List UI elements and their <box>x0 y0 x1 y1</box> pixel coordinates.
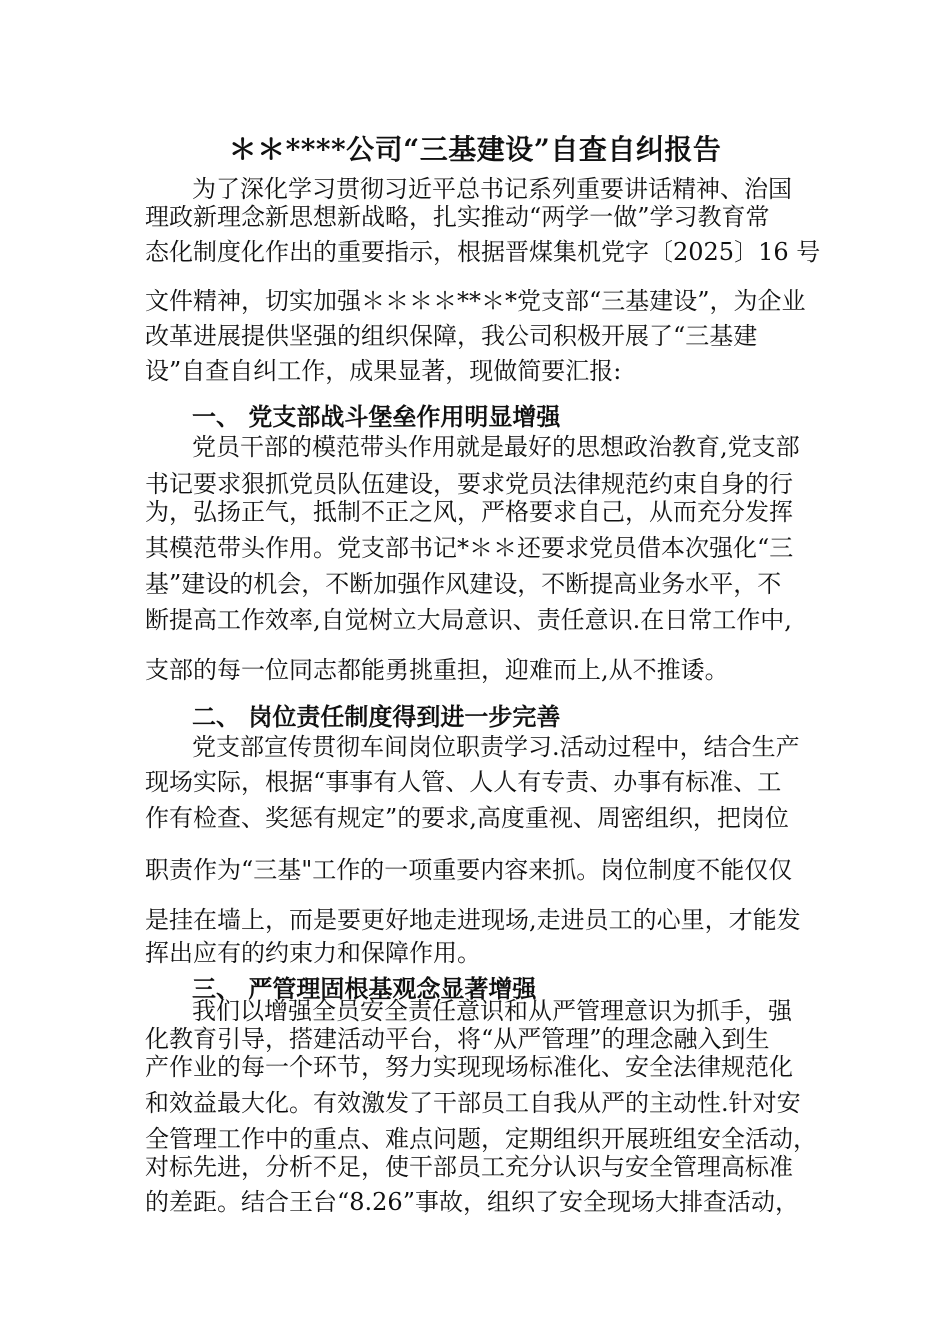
paragraph-line: 和效益最大化。有效激发了干部员工自我从严的主动性.针对安 <box>145 1089 801 1117</box>
paragraph-line: 现场实际，根据“事事有人管、人人有专责、办事有标准、工 <box>145 768 782 796</box>
paragraph-line: 基”建设的机会，不断加强作风建设，不断提高业务水平，不 <box>145 570 782 598</box>
paragraph-line: 改革进展提供坚强的组织保障，我公司积极开展了“三基建 <box>145 322 758 350</box>
paragraph-line: 作有检查、奖惩有规定”的要求,高度重视、周密组织，把岗位 <box>145 804 789 832</box>
paragraph-line: 化教育引导，搭建活动平台，将“从严管理”的理念融入到生 <box>145 1025 770 1053</box>
paragraph-line: 理政新理念新思想新战略，扎实推动“两学一做”学习教育常 <box>145 203 770 231</box>
paragraph-line: 全管理工作中的重点、难点问题，定期组织开展班组安全活动， <box>145 1125 817 1153</box>
paragraph-line: 对标先进，分析不足，使干部员工充分认识与安全管理高标准 <box>145 1153 793 1181</box>
paragraph-line: 产作业的每一个环节，努力实现现场标准化、安全法律规范化 <box>145 1053 793 1081</box>
paragraph-line: 为了深化学习贯彻习近平总书记系列重要讲话精神、治国 <box>192 175 792 203</box>
paragraph-line: 文件精神，切实加强＊＊＊＊**＊*党支部“三基建设”，为企业 <box>145 287 806 315</box>
document-title: ＊＊****公司“三基建设”自查自纠报告 <box>228 133 722 166</box>
section-heading: 一、 党支部战斗堡垒作用明显增强 <box>192 402 561 431</box>
paragraph-line: 是挂在墙上，而是要更好地走进现场,走进员工的心里，才能发 <box>145 906 801 934</box>
paragraph-line: 党支部宣传贯彻车间岗位职责学习.活动过程中，结合生产 <box>192 733 800 761</box>
paragraph-line: 态化制度化作出的重要指示，根据晋煤集机党字〔2025〕16 号 <box>145 238 821 266</box>
paragraph-line: 挥出应有的约束力和保障作用。 <box>145 939 481 967</box>
paragraph-line: 断提高工作效率,自觉树立大局意识、责任意识.在日常工作中, <box>145 606 792 634</box>
paragraph-line: 设”自查自纠工作，成果显著，现做简要汇报: <box>145 357 622 385</box>
paragraph-line: 职责作为“三基"工作的一项重要内容来抓。岗位制度不能仅仅 <box>145 856 793 884</box>
paragraph-line: 支部的每一位同志都能勇挑重担，迎难而上,从不推诿。 <box>145 656 729 684</box>
paragraph-line: 书记要求狠抓党员队伍建设，要求党员法律规范约束自身的行 <box>145 470 793 498</box>
section-heading: 二、 岗位责任制度得到进一步完善 <box>192 702 561 731</box>
section-heading: 三、 严管理固根基观念显著增强 <box>192 974 537 1003</box>
paragraph-line: 其模范带头作用。党支部书记*＊＊还要求党员借本次强化“三 <box>145 534 794 562</box>
paragraph-line: 的差距。结合王台“8.26”事故，组织了安全现场大排查活动， <box>145 1188 799 1216</box>
paragraph-line: 党员干部的模范带头作用就是最好的思想政治教育,党支部 <box>192 433 800 461</box>
paragraph-line: 为，弘扬正气，抵制不正之风，严格要求自己，从而充分发挥 <box>145 498 793 526</box>
paragraph-line: 我们以增强全员安全责任意识和从严管理意识为抓手，强 <box>192 997 792 1025</box>
